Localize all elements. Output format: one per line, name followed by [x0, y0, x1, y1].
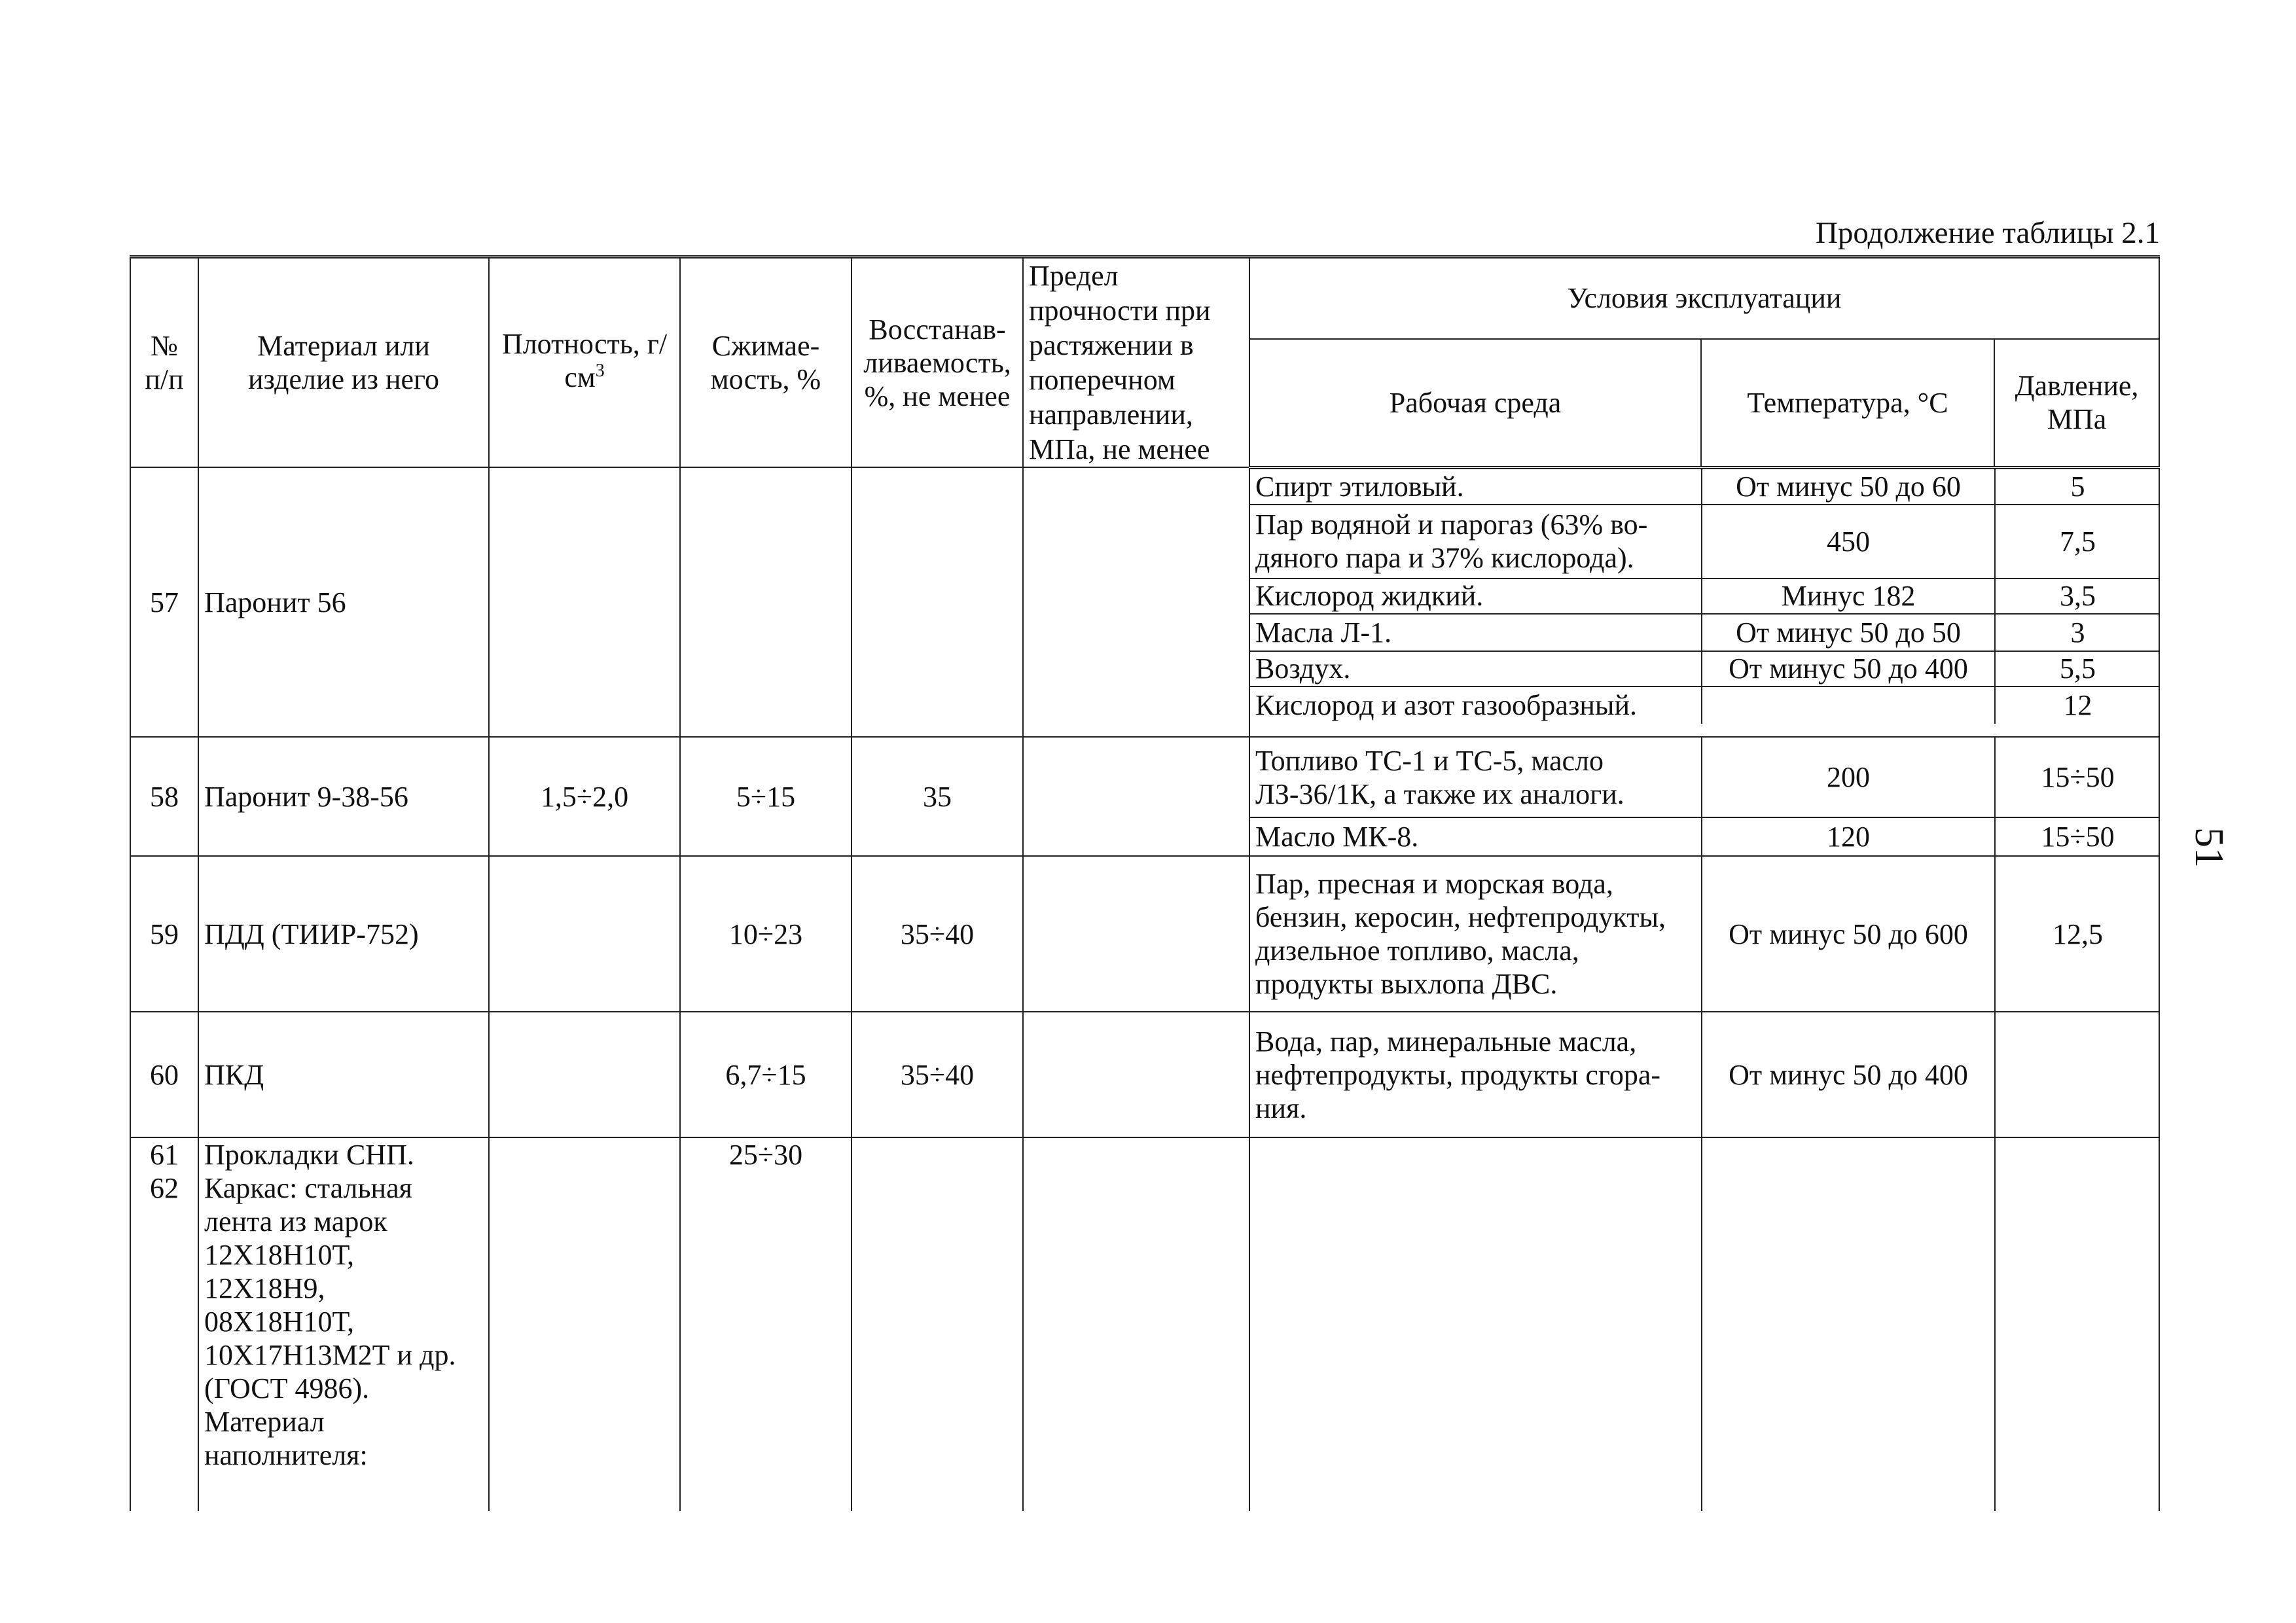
- working-medium: Спирт этиловый.: [1250, 469, 1702, 505]
- row-compressibility: 6,7÷15: [680, 1012, 852, 1137]
- header-row-1: [130, 257, 2159, 339]
- table-row: [130, 1012, 2159, 1137]
- condition-row: [1250, 687, 2160, 724]
- condition-row: [1250, 1138, 2160, 1511]
- header-material: Материал или изделие из него: [198, 257, 489, 468]
- row-density: [489, 467, 680, 737]
- header-conditions: Условия эксплуатации: [1249, 257, 2159, 339]
- materials-table: [130, 255, 2160, 1511]
- conditions-subtable: [1250, 1138, 2160, 1511]
- pressure-value: 5,5: [1995, 651, 2160, 687]
- temperature-value: От минус 50 до 400: [1702, 1012, 1995, 1137]
- row-density: 1,5÷2,0: [489, 737, 680, 856]
- temperature-value: 200: [1702, 738, 1995, 817]
- temperature-value: 450: [1702, 505, 1995, 579]
- condition-row: [1250, 614, 2160, 651]
- pressure-value: 3,5: [1995, 579, 2160, 614]
- row-recovery: [852, 1137, 1023, 1511]
- temperature-value: От минус 50 до 400: [1702, 651, 1995, 687]
- row-number: 58: [130, 737, 198, 856]
- row-number: 59: [130, 856, 198, 1012]
- temperature-value: 120: [1702, 817, 1995, 855]
- condition-row: [1250, 817, 2160, 855]
- table-caption: Продолжение таблицы 2.1: [1815, 216, 2160, 250]
- row-strength: [1023, 1137, 1249, 1511]
- condition-row: [1250, 857, 2160, 1011]
- header-num: № п/п: [130, 257, 198, 468]
- temperature-value: [1702, 1138, 1995, 1511]
- row-conditions: [1249, 856, 2159, 1012]
- condition-row: [1250, 579, 2160, 614]
- table-body: [130, 467, 2159, 1511]
- temperature-value: [1702, 687, 1995, 724]
- row-compressibility: 5÷15: [680, 737, 852, 856]
- condition-row: [1250, 469, 2160, 505]
- pressure-value: [1995, 1138, 2160, 1511]
- table-row: [130, 856, 2159, 1012]
- working-medium: Пар, пресная и морская вода, бензин, керосин, нефтепродукты, дизельное топливо, масла, продукты выхлопа ДВС.: [1255, 868, 1666, 1000]
- table-row: [130, 737, 2159, 856]
- conditions-subtable: [1250, 738, 2160, 855]
- row-conditions: [1249, 1012, 2159, 1137]
- row-strength: [1023, 737, 1249, 856]
- row-recovery: 35÷40: [852, 856, 1023, 1012]
- row-number: 57: [130, 467, 198, 737]
- pressure-value: 5: [1995, 469, 2160, 505]
- row-material: Прокладки СНП. Каркас: стальная лента из марок 12Х18Н10Т, 12Х18Н9, 08Х18Н10Т, 10Х17Н13М2Т и др. (ГОСТ 4986). Материал наполнителя:: [198, 1137, 489, 1511]
- row-density: [489, 1012, 680, 1137]
- conditions-subtable: [1250, 1012, 2160, 1137]
- row-strength: [1023, 1012, 1249, 1137]
- row-number: 61 62: [130, 1137, 198, 1511]
- temperature-value: От минус 50 до 60: [1702, 469, 1995, 505]
- row-material: Паронит 9-38-56: [198, 737, 489, 856]
- working-medium: Топливо ТС-1 и ТС-5, масло ЛЗ-36/1К, а также их аналоги.: [1250, 738, 1702, 817]
- pressure-value: 12: [1995, 687, 2160, 724]
- page-number: 51: [2187, 827, 2231, 868]
- pressure-value: 15÷50: [1995, 738, 2160, 817]
- working-medium: Кислород и азот газообразный.: [1255, 689, 1637, 721]
- pressure-value: 15÷50: [1995, 817, 2160, 855]
- pressure-value: 12,5: [1995, 857, 2160, 1011]
- row-compressibility: 25÷30: [680, 1137, 852, 1511]
- header-density-sup: 3: [595, 361, 605, 381]
- row-conditions: [1249, 737, 2159, 856]
- working-medium: Воздух.: [1250, 651, 1702, 687]
- row-material: Паронит 56: [198, 467, 489, 737]
- pressure-value: [1995, 1012, 2160, 1137]
- table-row: [130, 1137, 2159, 1511]
- header-strength: Предел прочности при растяжении в поперечном направлении, МПа, не менее: [1023, 257, 1249, 468]
- header-compress: Сжимае- мость, %: [680, 257, 852, 468]
- row-number: 60: [130, 1012, 198, 1137]
- row-compressibility: [680, 467, 852, 737]
- working-medium: Масла Л-1.: [1250, 614, 1702, 651]
- working-medium: Кислород жидкий.: [1250, 579, 1702, 614]
- pressure-value: 7,5: [1995, 505, 2160, 579]
- row-density: [489, 1137, 680, 1511]
- row-material: ПДД (ТИИР-752): [198, 856, 489, 1012]
- conditions-subtable: [1250, 469, 2160, 724]
- table-row: [130, 467, 2159, 737]
- temperature-value: От минус 50 до 50: [1702, 614, 1995, 651]
- row-recovery: 35÷40: [852, 1012, 1023, 1137]
- condition-row: [1250, 505, 2160, 579]
- condition-row: [1250, 1012, 2160, 1137]
- conditions-subtable: [1250, 857, 2160, 1011]
- row-conditions: [1249, 1137, 2159, 1511]
- condition-row: [1250, 738, 2160, 817]
- working-medium: Масло МК-8.: [1255, 821, 1419, 853]
- header-pressure: Давление, МПа: [1994, 339, 2159, 467]
- row-recovery: [852, 467, 1023, 737]
- condition-row: [1250, 651, 2160, 687]
- header-density: [489, 257, 680, 468]
- row-recovery: 35: [852, 737, 1023, 856]
- row-material: ПКД: [198, 1012, 489, 1137]
- temperature-value: Минус 182: [1702, 579, 1995, 614]
- header-density-label: Плотность, г/см: [501, 328, 668, 393]
- temperature-value: От минус 50 до 600: [1702, 857, 1995, 1011]
- row-compressibility: 10÷23: [680, 856, 852, 1012]
- header-medium: Рабочая среда: [1249, 339, 1701, 467]
- working-medium: Пар водяной и парогаз (63% во- дяного пара и 37% кислорода).: [1250, 505, 1702, 579]
- pressure-value: 3: [1995, 614, 2160, 651]
- row-strength: [1023, 856, 1249, 1012]
- row-strength: [1023, 467, 1249, 737]
- header-recovery: Восстанав- ливаемость, %, не менее: [852, 257, 1023, 468]
- row-conditions: [1249, 467, 2159, 737]
- working-medium: Вода, пар, минеральные масла, нефтепродукты, продукты сгора- ния.: [1255, 1025, 1661, 1124]
- header-temperature: Температура, °С: [1701, 339, 1994, 467]
- working-medium: [1250, 1138, 1702, 1511]
- row-density: [489, 856, 680, 1012]
